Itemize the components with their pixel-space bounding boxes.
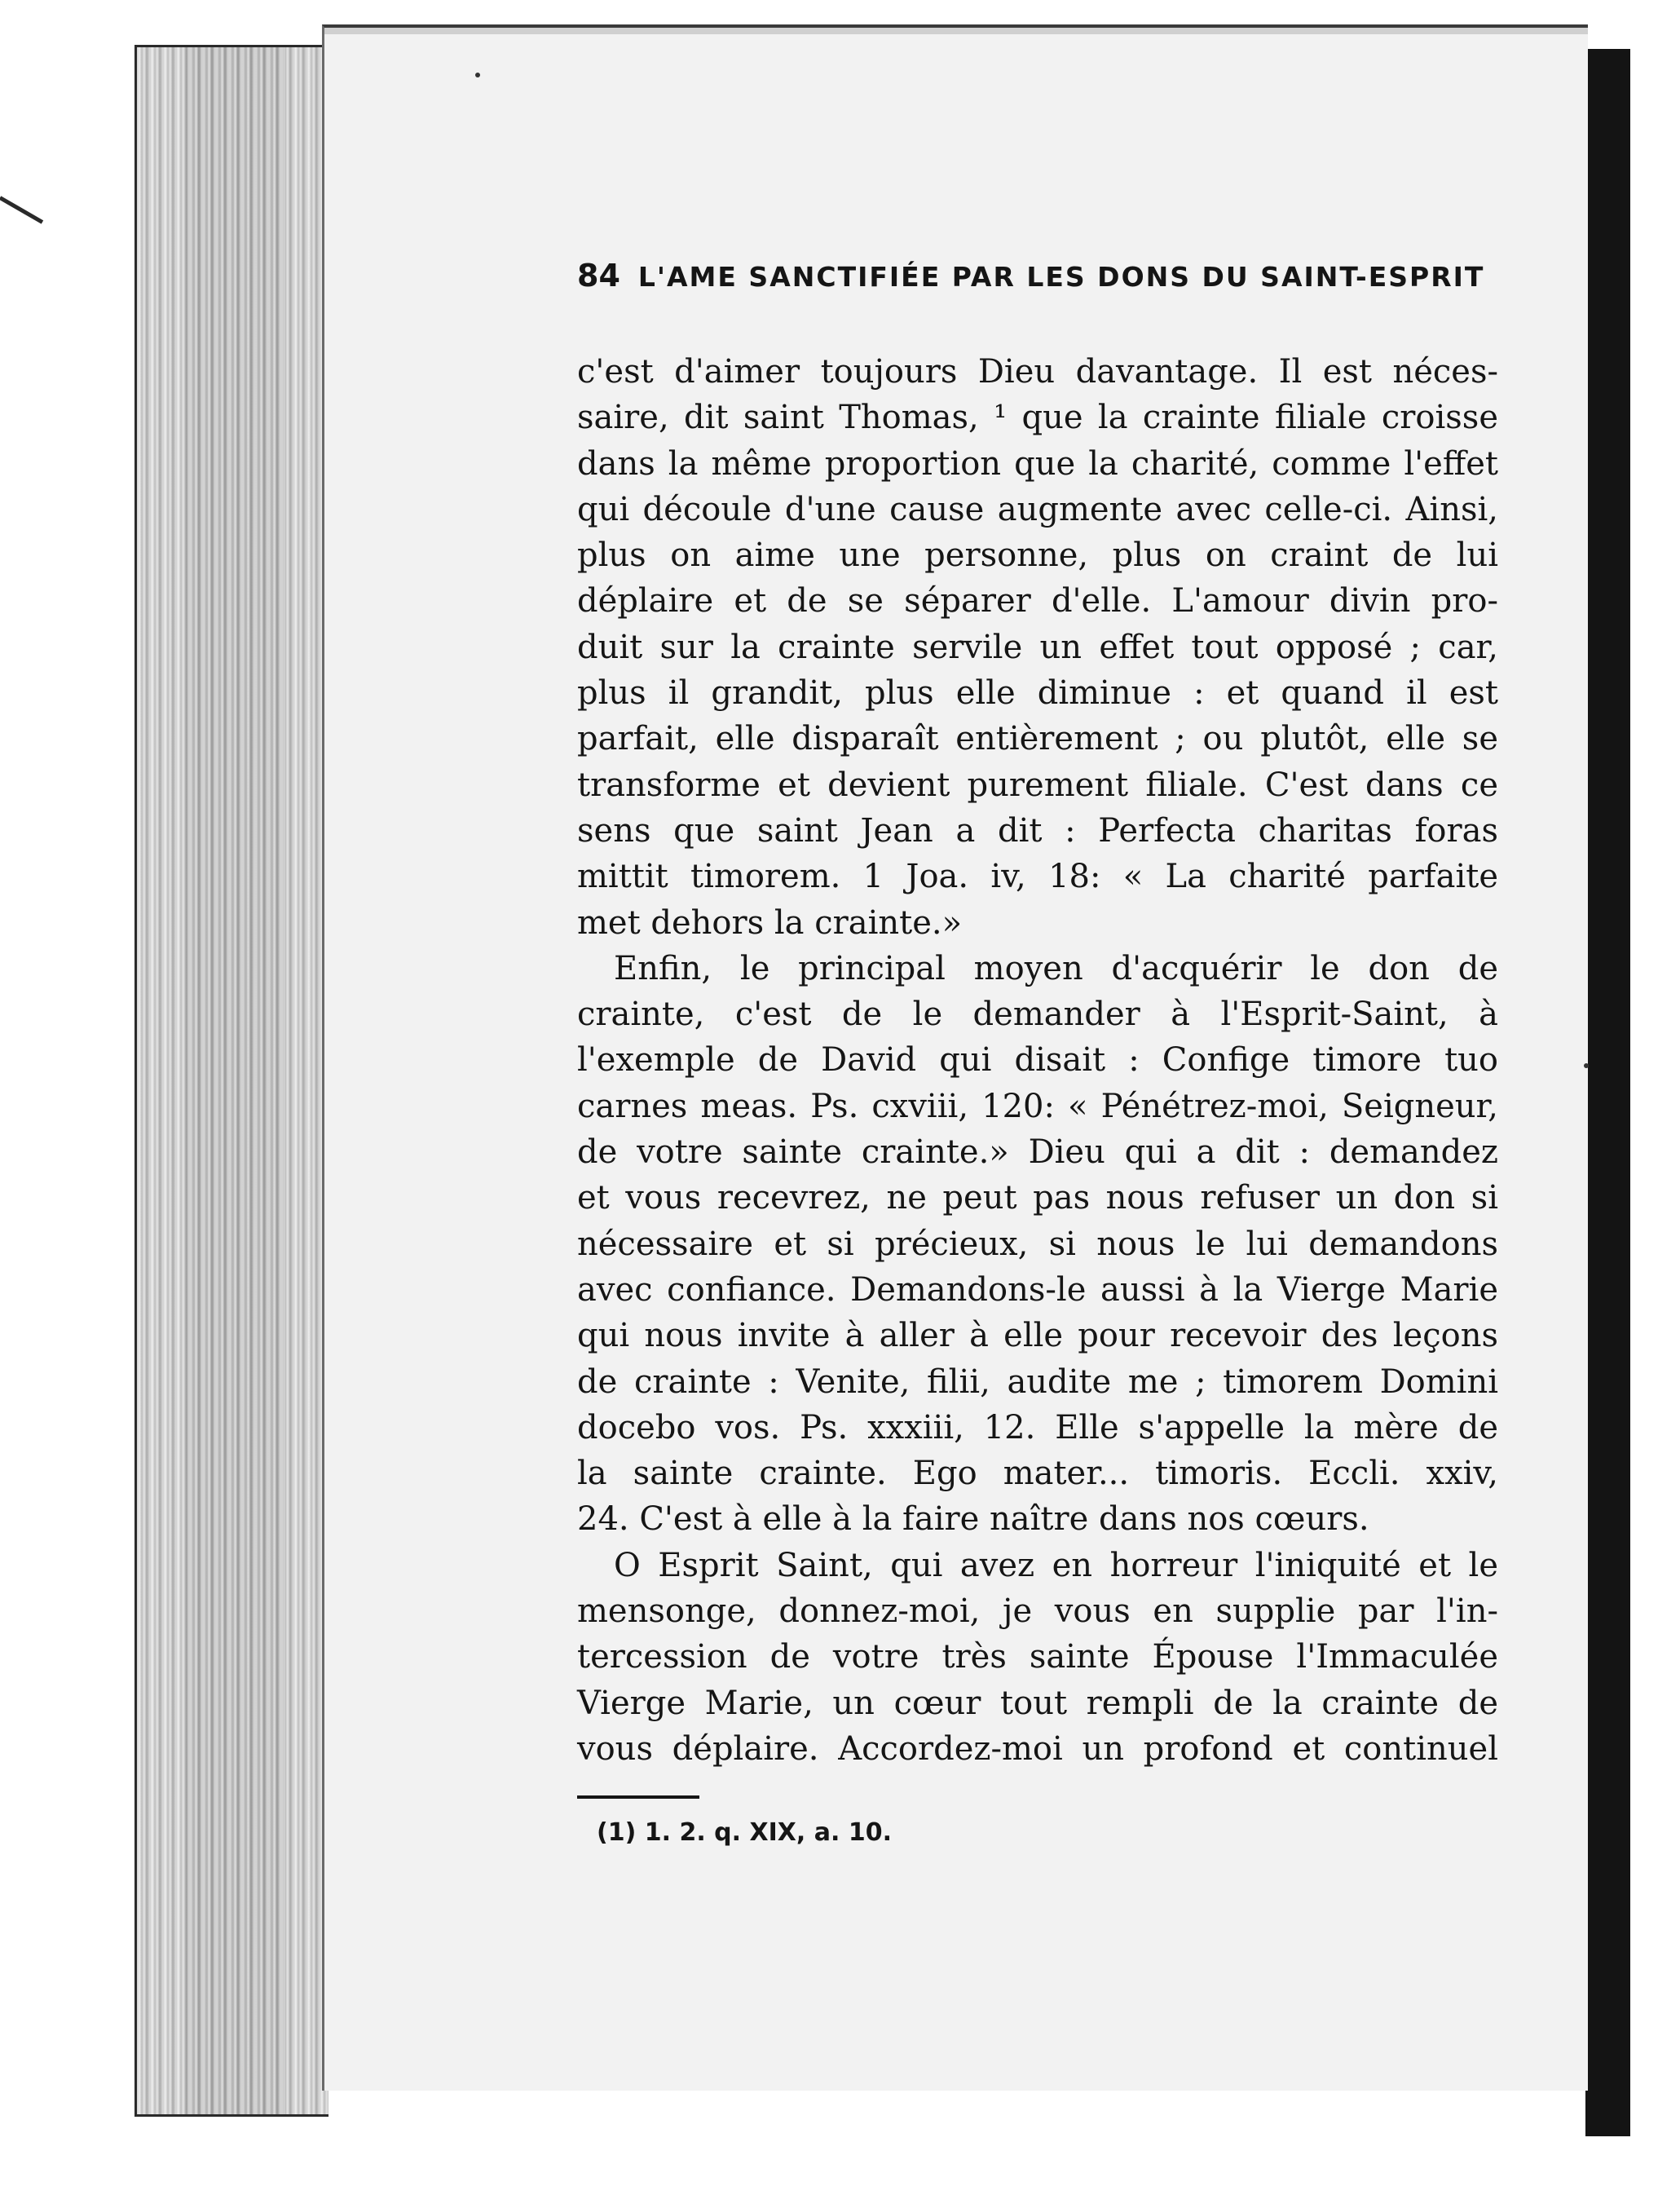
text-line: transforme et devient purement filiale. C'est dans ce bbox=[577, 766, 1498, 804]
scan-margin bbox=[1630, 0, 1680, 2195]
paragraph-3 bbox=[577, 1543, 1498, 1772]
text-line: docebo vos. Ps. xxxiii, 12. Elle s'appelle la mère de bbox=[577, 1408, 1498, 1446]
text-line: de crainte : Venite, filii, audite me ; timorem Domini bbox=[577, 1362, 1498, 1401]
text-line: Vierge Marie, un cœur tout rempli de la crainte de bbox=[577, 1684, 1498, 1722]
text-line: plus il grandit, plus elle diminue : et quand il est bbox=[577, 674, 1498, 713]
footnote-rule bbox=[577, 1795, 699, 1799]
text-line: mensonge, donnez-moi, je vous en supplie par l'in- bbox=[577, 1592, 1498, 1631]
text-line: plus on aime une personne, plus on craint de lui bbox=[577, 537, 1498, 575]
text-line: vous déplaire. Accordez-moi un profond et continuel bbox=[577, 1729, 1498, 1768]
paragraph-1 bbox=[577, 349, 1498, 946]
text-line: l'exemple de David qui disait : Confige timore tuo bbox=[577, 1041, 1498, 1080]
scan-speck bbox=[1584, 1063, 1589, 1068]
text-line: met dehors la crainte.» bbox=[577, 903, 963, 942]
text-line: la sainte crainte. Ego mater... timoris. Eccli. xxiv, bbox=[577, 1455, 1498, 1493]
page-text bbox=[577, 251, 1498, 1772]
text-line: déplaire et de se séparer d'elle. L'amour divin pro- bbox=[577, 582, 1498, 621]
scan-speck bbox=[475, 73, 480, 77]
text-line: O Esprit Saint, qui avez en horreur l'iniquité et le bbox=[614, 1546, 1498, 1584]
text-line: crainte, c'est de le demander à l'Esprit-Saint, à bbox=[577, 996, 1498, 1034]
scan-dark-frame bbox=[1585, 49, 1630, 2136]
text-line: sens que saint Jean a dit : Perfecta charitas foras bbox=[577, 811, 1498, 850]
text-line: duit sur la crainte servile un effet tout opposé ; car, bbox=[577, 628, 1498, 666]
text-line: Enfin, le principal moyen d'acquérir le don de bbox=[614, 949, 1498, 987]
text-line: dans la même proportion que la charité, comme l'effet bbox=[577, 444, 1498, 483]
scan-corner-mark bbox=[0, 196, 43, 223]
text-line: parfait, elle disparaît entièrement ; ou plutôt, elle se bbox=[577, 720, 1498, 758]
running-head bbox=[577, 251, 1498, 300]
text-line: saire, dit saint Thomas, ¹ que la crainte filiale croisse bbox=[577, 399, 1498, 437]
text-line: qui nous invite à aller à elle pour recevoir des leçons bbox=[577, 1317, 1498, 1355]
running-head-title: L'AME SANCTIFIÉE PAR LES DONS DU SAINT-ESPRIT bbox=[637, 261, 1485, 293]
book-page-edges bbox=[134, 45, 329, 2117]
paragraph-2 bbox=[577, 946, 1498, 1543]
text-line: mittit timorem. 1 Joa. iv, 18: « La charité parfaite bbox=[577, 858, 1498, 896]
text-line: 24. C'est à elle à la faire naître dans nos cœurs. bbox=[577, 1500, 1369, 1539]
text-line: c'est d'aimer toujours Dieu davantage. Il est néces- bbox=[577, 353, 1498, 391]
text-line: avec confiance. Demandons-le aussi à la Vierge Marie bbox=[577, 1270, 1498, 1309]
text-line: carnes meas. Ps. cxviii, 120: « Pénétrez-moi, Seigneur, bbox=[577, 1087, 1498, 1125]
text-line: qui découle d'une cause augmente avec celle-ci. Ainsi, bbox=[577, 490, 1498, 528]
text-line: nécessaire et si précieux, si nous le lui demandons bbox=[577, 1225, 1498, 1263]
text-line: et vous recevrez, ne peut pas nous refuser un don si bbox=[577, 1179, 1498, 1217]
page-number: 84 bbox=[577, 258, 620, 294]
footnote: (1) 1. 2. q. XIX, a. 10. bbox=[597, 1818, 892, 1847]
text-line: tercession de votre très sainte Épouse l'Immaculée bbox=[577, 1638, 1498, 1676]
text-line: de votre sainte crainte.» Dieu qui a dit : demandez bbox=[577, 1133, 1498, 1172]
